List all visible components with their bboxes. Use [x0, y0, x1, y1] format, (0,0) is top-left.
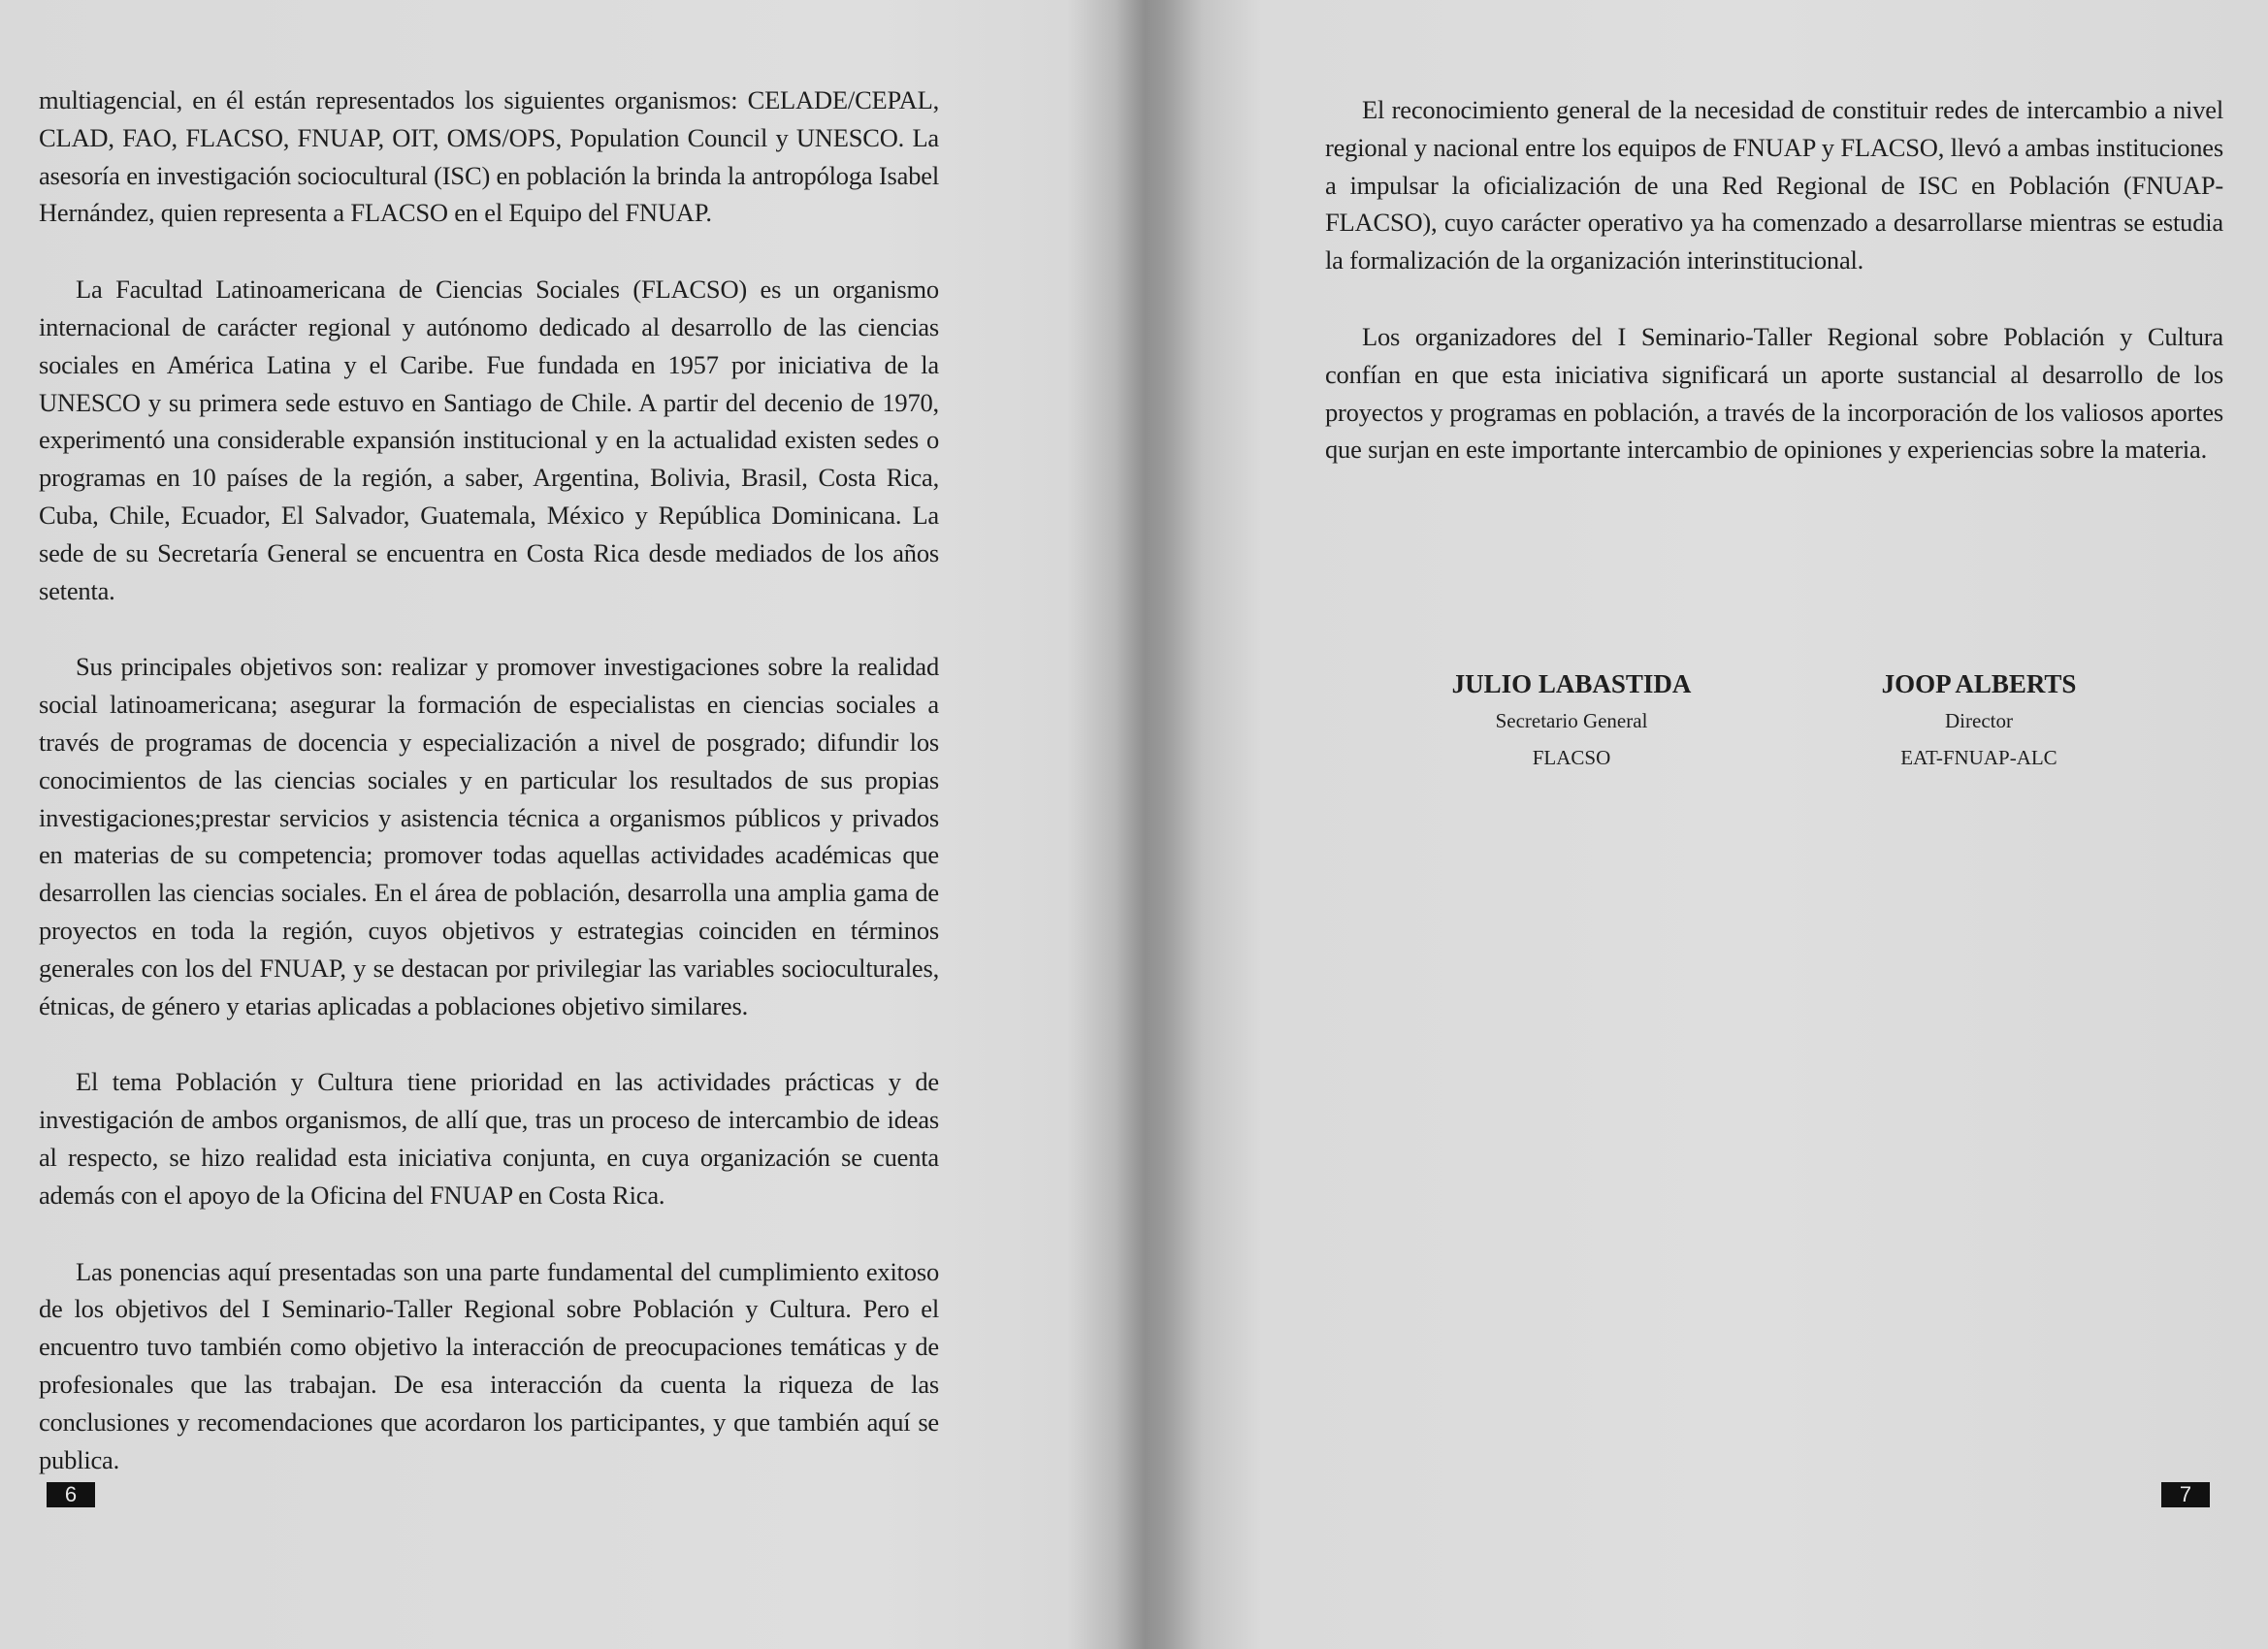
signatory-org: EAT-FNUAP-ALC: [1900, 746, 2057, 769]
paragraph: Los organizadores del I Seminario-Taller Regional sobre Población y Cultura confían en que esta iniciativa significará un aporte sustancial al desarrollo de los proyectos y programas en población, a través de la incorporación de los valiosos aportes que surjan en este importante intercambio de opiniones y experiencias sobre la materia.: [1325, 321, 2223, 465]
paragraph: El tema Población y Cultura tiene prioridad en las actividades prácticas y de investigación de ambos organismos, de allí que, tras un proceso de intercambio de ideas al respecto, se hizo realidad esta iniciativa conjunta, en cuya organización se cuenta además con el apoyo de la Oficina del FNUAP en Costa Rica.: [39, 1067, 939, 1210]
right-page-text: [1325, 91, 2223, 507]
paragraph: La Facultad Latinoamericana de Ciencias Sociales (FLACSO) es un organismo internacional de carácter regional y autónomo dedicado al desarrollo de las ciencias sociales en América Latina y el Caribe. Fue fundada en 1957 por iniciativa de la UNESCO y su primera sede estuvo en Santiago de Chile. A partir del decenio de 1970, experimentó una considerable expansión institucional y en la actualidad existen sedes o programas en 10 países de la región, a saber, Argentina, Bolivia, Brasil, Costa Rica, Cuba, Chile, Ecuador, El Salvador, Guatemala, México y República Dominicana. La sede de su Secretaría General se encuentra en Costa Rica desde mediados de los años setenta.: [39, 275, 939, 605]
signature-labastida: [1426, 665, 1717, 776]
paragraph: Sus principales objetivos son: realizar y promover investigaciones sobre la realidad social latinoamericana; asegurar la formación de especialistas en ciencias sociales a través de programas de docencia y especialización a nivel de posgrado; difundir los conocimientos de las ciencias sociales y en particular los resultados de sus propias investigaciones;prestar servicios y asistencia técnica a organismos públicos y privados en materias de su competencia; promover todas aquellas actividades académicas que desarrollen las ciencias sociales. En el área de población, desarrolla una amplia gama de proyectos en toda la región, cuyos objetivos y estrategias coinciden en términos generales con los del FNUAP, y se destacan por privilegiar las variables socioculturales, étnicas, de género y etarias aplicadas a poblaciones objetivo similares.: [39, 652, 939, 1020]
signatory-title: Secretario General: [1495, 709, 1648, 732]
signatory-name: JOOP ALBERTS: [1881, 669, 2077, 698]
paragraph: Las ponencias aquí presentadas son una parte fundamental del cumplimiento exitoso de los objetivos del I Seminario-Taller Regional sobre Población y Cultura. Pero el encuentro tuvo también como objetivo la interacción de preocupaciones temáticas y de profesionales que las trabajan. De esa interacción da cuenta la riqueza de las conclusiones y recomendaciones que acordaron los participantes, y que también aquí se publica.: [39, 1256, 939, 1474]
page-number: 6: [47, 1482, 95, 1507]
right-page: [1135, 0, 2268, 1649]
signature-block: [1426, 665, 2124, 776]
paragraph: multiagencial, en él están representados los siguientes organismos: CELADE/CEPAL, CLAD, FAO, FLACSO, FNUAP, OIT, OMS/OPS, Population Council y UNESCO. La asesoría en investigación sociocultural (ISC) en población la brinda la antropóloga Isabel Hernández, quien representa a FLACSO en el Equipo del FNUAP.: [39, 85, 939, 228]
signatory-org: FLACSO: [1532, 746, 1611, 769]
page-number: 7: [2161, 1482, 2210, 1507]
signature-alberts: [1833, 665, 2124, 776]
signatory-name: JULIO LABASTIDA: [1451, 669, 1692, 698]
paragraph: El reconocimiento general de la necesidad de constituir redes de intercambio a nivel regional y nacional entre los equipos de FNUAP y FLACSO, llevó a ambas instituciones a impulsar la oficialización de una Red Regional de ISC en Población (FNUAP-FLACSO), cuyo carácter operativo ya ha comenzado a desarrollarse mientras se estudia la formalización de la organización interinstitucional.: [1325, 95, 2223, 275]
signatory-title: Director: [1945, 709, 2013, 732]
left-page-text: [39, 81, 939, 1517]
